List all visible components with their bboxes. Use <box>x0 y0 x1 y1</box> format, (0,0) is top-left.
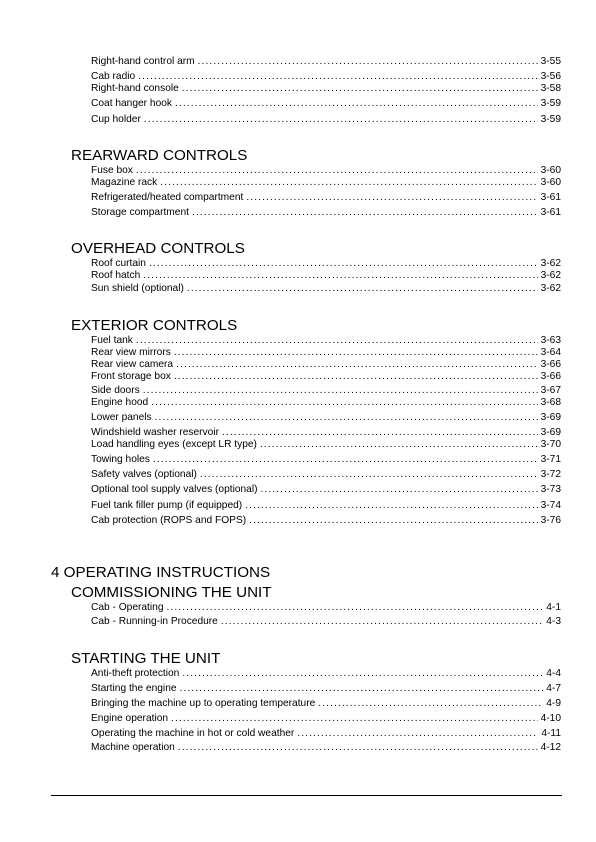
toc-entry-label: Safety valves (optional) <box>91 469 197 480</box>
toc-entry-page: 3-72 <box>540 469 561 480</box>
leader-dots <box>143 269 537 282</box>
toc-entry-page: 3-61 <box>540 192 561 203</box>
toc-entry[interactable] <box>91 615 561 628</box>
toc-entry[interactable] <box>91 667 561 680</box>
leader-dots <box>246 191 537 204</box>
toc-entry-page: 3-58 <box>540 83 561 94</box>
toc-entry-page: 3-61 <box>540 207 561 218</box>
toc-entry-label: Fuel tank filler pump (if equipped) <box>91 500 243 511</box>
toc-entry[interactable] <box>91 191 561 204</box>
toc-entry-label: Right-hand console <box>91 83 179 94</box>
leader-dots <box>297 727 538 740</box>
leader-dots <box>198 55 538 68</box>
toc-entry[interactable] <box>91 282 561 295</box>
leader-dots <box>180 682 544 695</box>
toc-entry[interactable] <box>91 741 561 754</box>
leader-dots <box>151 396 537 409</box>
toc-entry-label: Fuel tank <box>91 335 133 346</box>
leader-dots <box>187 282 538 295</box>
toc-entry-label: Coat hanger hook <box>91 98 172 109</box>
toc-entry-page: 3-66 <box>540 359 561 370</box>
toc-entry-page: 3-60 <box>540 177 561 188</box>
leader-dots <box>192 206 538 219</box>
toc-entry-page: 3-59 <box>540 98 561 109</box>
leader-dots <box>174 370 538 383</box>
toc-entry-label: Roof curtain <box>91 258 146 269</box>
footer-rule <box>51 795 562 796</box>
leader-dots <box>175 97 538 110</box>
toc-entry[interactable] <box>91 727 561 740</box>
toc-entry-label: Cab - Operating <box>91 602 164 613</box>
leader-dots <box>171 712 538 725</box>
toc-entry-label: Towing holes <box>91 454 150 465</box>
toc-entry-page: 4-10 <box>540 713 561 724</box>
toc-entry-label: Rear view camera <box>91 359 174 370</box>
toc-entry-label: Engine operation <box>91 713 169 724</box>
toc-entry-label: Cup holder <box>91 114 141 125</box>
toc-entry[interactable] <box>91 453 561 466</box>
toc-entry-label: Operating the machine in hot or cold weather <box>91 728 295 739</box>
leader-dots <box>200 468 538 481</box>
toc-entry-page: 3-69 <box>540 427 561 438</box>
toc-entry-page: 3-56 <box>540 71 561 82</box>
section-heading: OVERHEAD CONTROLS <box>71 240 245 257</box>
toc-entry-label: Cab radio <box>91 71 136 82</box>
toc-entry-page: 3-67 <box>540 385 561 396</box>
toc-entry-label: Engine hood <box>91 397 149 408</box>
toc-entry[interactable] <box>91 55 561 68</box>
toc-entry-page: 4-1 <box>546 602 561 613</box>
leader-dots <box>221 615 543 628</box>
toc-entry[interactable] <box>91 411 561 424</box>
chapter-heading: 4 OPERATING INSTRUCTIONS <box>51 564 271 581</box>
leader-dots <box>260 438 538 451</box>
toc-entry-page: 3-55 <box>540 56 561 67</box>
toc-entry[interactable] <box>91 370 561 383</box>
section-heading: COMMISSIONING THE UNIT <box>71 584 272 601</box>
toc-entry-page: 4-4 <box>546 668 561 679</box>
toc-entry-page: 3-69 <box>540 412 561 423</box>
leader-dots <box>160 176 537 189</box>
toc-entry-label: Cab protection (ROPS and FOPS) <box>91 515 247 526</box>
toc-entry[interactable] <box>91 206 561 219</box>
section-heading: STARTING THE UNIT <box>71 650 221 667</box>
toc-entry-label: Front storage box <box>91 371 171 382</box>
toc-entry-page: 3-68 <box>540 397 561 408</box>
toc-entry-label: Bringing the machine up to operating temperature <box>91 698 316 709</box>
toc-entry[interactable] <box>91 514 561 527</box>
toc-entry-page: 3-76 <box>540 515 561 526</box>
toc-entry[interactable] <box>91 682 561 695</box>
toc-entry-label: Storage compartment <box>91 207 189 218</box>
toc-entry-page: 4-11 <box>541 728 561 739</box>
toc-entry-page: 3-73 <box>540 484 561 495</box>
toc-entry-page: 3-66 <box>540 371 561 382</box>
toc-entry-label: Cab - Running-in Procedure <box>91 616 218 627</box>
toc-entry-page: 4-9 <box>546 698 561 709</box>
toc-entry-label: Anti-theft protection <box>91 668 180 679</box>
toc-entry-label: Side doors <box>91 385 140 396</box>
leader-dots <box>182 667 543 680</box>
toc-entry-page: 3-60 <box>540 165 561 176</box>
leader-dots <box>155 411 538 424</box>
section-heading: EXTERIOR CONTROLS <box>71 317 238 334</box>
toc-entry-label: Refrigerated/heated compartment <box>91 192 244 203</box>
toc-entry[interactable] <box>91 269 561 282</box>
toc-entry-page: 3-62 <box>540 270 561 281</box>
toc-entry-page: 3-62 <box>540 283 561 294</box>
toc-entry[interactable] <box>91 468 561 481</box>
toc-entry[interactable] <box>91 176 561 189</box>
toc-entry-label: Rear view mirrors <box>91 347 171 358</box>
section-heading: REARWARD CONTROLS <box>71 147 248 164</box>
toc-entry[interactable] <box>91 499 561 512</box>
toc-entry-label: Optional tool supply valves (optional) <box>91 484 258 495</box>
leader-dots <box>178 741 538 754</box>
leader-dots <box>249 514 537 527</box>
toc-entry[interactable] <box>91 396 561 409</box>
leader-dots <box>144 113 538 126</box>
toc-entry-page: 3-59 <box>540 114 561 125</box>
toc-entry[interactable] <box>91 601 561 614</box>
toc-entry-label: Starting the engine <box>91 683 177 694</box>
toc-entry-page: 3-71 <box>540 454 561 465</box>
toc-entry-page: 3-70 <box>540 439 561 450</box>
leader-dots <box>261 483 538 496</box>
leader-dots <box>166 601 543 614</box>
toc-entry-page: 3-63 <box>540 335 561 346</box>
toc-entry[interactable] <box>91 712 561 725</box>
toc-entry[interactable] <box>91 97 561 110</box>
toc-entry-page: 4-7 <box>546 683 561 694</box>
toc-entry-page: 3-62 <box>540 258 561 269</box>
toc-entry-page: 4-3 <box>546 616 561 627</box>
toc-entry-label: Lower panels <box>91 412 152 423</box>
leader-dots <box>318 697 543 710</box>
toc-entry-label: Fuse box <box>91 165 133 176</box>
toc-entry-page: 3-64 <box>540 347 561 358</box>
toc-entry[interactable] <box>91 113 561 126</box>
toc-entry[interactable] <box>91 483 561 496</box>
toc-entry[interactable] <box>91 697 561 710</box>
leader-dots <box>182 82 538 95</box>
toc-entry-label: Sun shield (optional) <box>91 283 184 294</box>
leader-dots <box>153 453 538 466</box>
toc-entry-label: Roof hatch <box>91 270 141 281</box>
toc-entry-label: Machine operation <box>91 742 175 753</box>
toc-entry-label: Load handling eyes (except LR type) <box>91 439 257 450</box>
toc-entry-label: Windshield washer reservoir <box>91 427 219 438</box>
toc-entry-page: 4-12 <box>540 742 561 753</box>
toc-entry-label: Magazine rack <box>91 177 158 188</box>
toc-entry-label: Right-hand control arm <box>91 56 195 67</box>
toc-entry[interactable] <box>91 82 561 95</box>
toc-entry[interactable] <box>91 438 561 451</box>
toc-entry-page: 3-74 <box>540 500 561 511</box>
leader-dots <box>245 499 537 512</box>
